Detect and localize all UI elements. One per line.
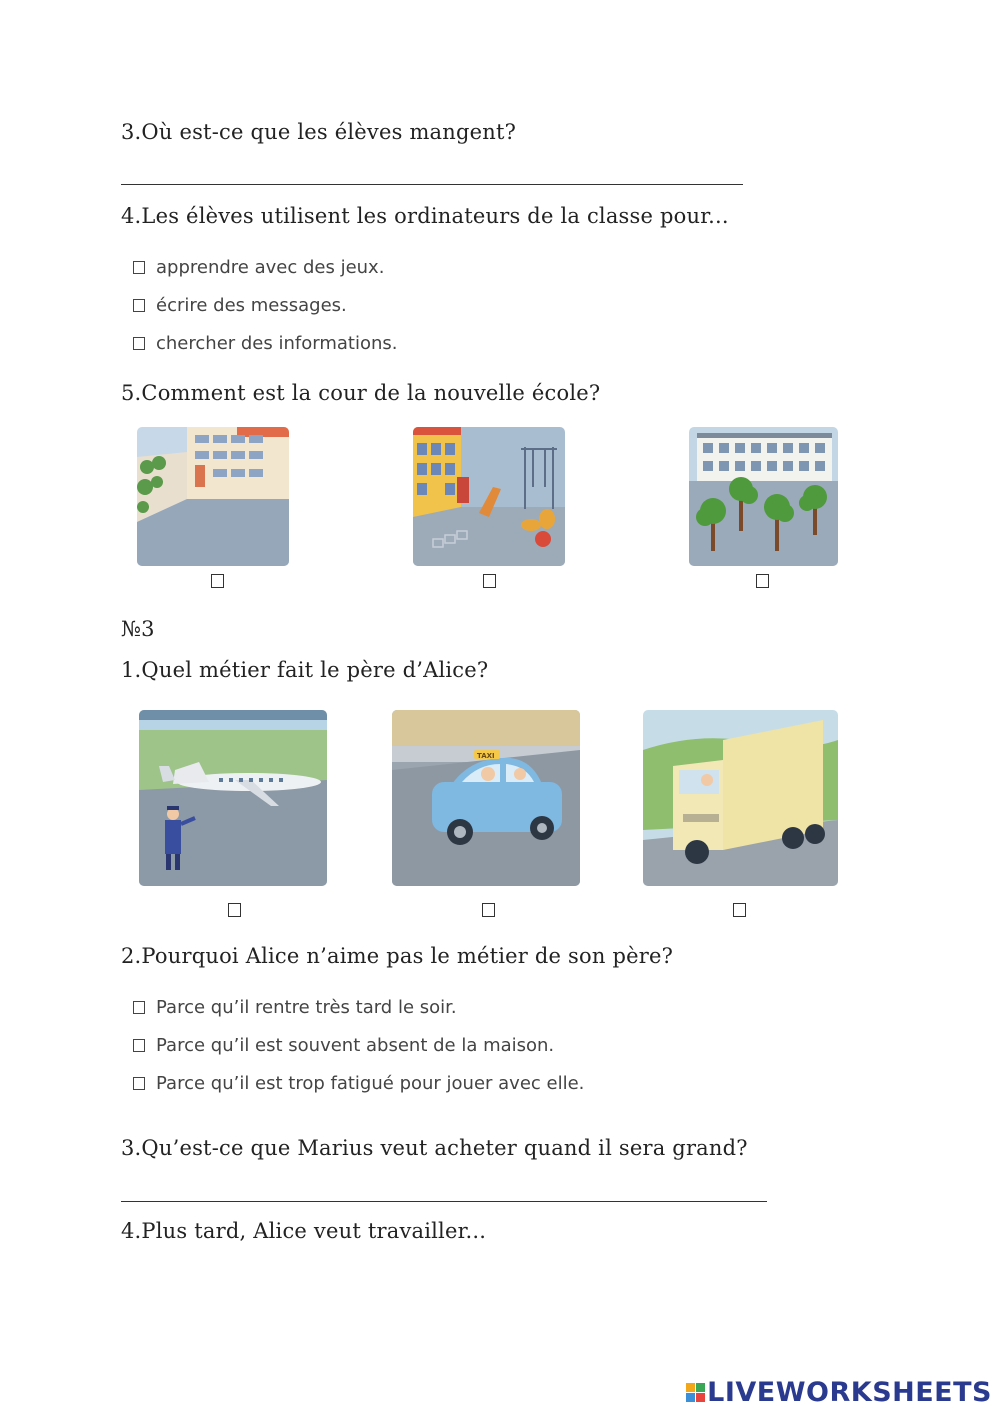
pilot-checkbox[interactable]: [228, 903, 241, 917]
school-yard-plain-image: [137, 427, 289, 566]
q4-option-3[interactable]: chercher des informations.: [133, 333, 397, 354]
s3-question-4: 4.Plus tard, Alice veut travailler...: [121, 1219, 487, 1243]
brand-name: LIVEWORKSHEETS: [707, 1377, 992, 1408]
checkbox[interactable]: [133, 1039, 145, 1052]
picture-2-checkbox[interactable]: [483, 574, 496, 588]
s3-question-1: 1.Quel métier fait le père d’Alice?: [121, 658, 489, 682]
taxi-sign-label: TAXI: [477, 752, 495, 760]
airport-pilot-image: [139, 710, 327, 886]
checkbox[interactable]: [133, 1001, 145, 1014]
taxi-driver-checkbox[interactable]: [482, 903, 495, 917]
school-yard-playground-image: [413, 427, 565, 566]
checkbox[interactable]: [133, 299, 145, 312]
s3-question-2: 2.Pourquoi Alice n’aime pas le métier de son père?: [121, 944, 674, 968]
liveworksheets-logo: [686, 1377, 992, 1408]
school-yard-trees-image: [689, 427, 838, 566]
s3-q2-option-3[interactable]: Parce qu’il est trop fatigué pour jouer avec elle.: [133, 1073, 584, 1094]
s3-q2-option-2[interactable]: Parce qu’il est souvent absent de la maison.: [133, 1035, 554, 1056]
taxi-driver-image: [392, 710, 580, 886]
s3-q2-option-1[interactable]: Parce qu’il rentre très tard le soir.: [133, 997, 457, 1018]
q4-option-2[interactable]: écrire des messages.: [133, 295, 347, 316]
checkbox[interactable]: [133, 337, 145, 350]
section-number: №3: [121, 617, 155, 641]
truck-driver-checkbox[interactable]: [733, 903, 746, 917]
answer-line-q3[interactable]: [121, 184, 743, 185]
picture-3-checkbox[interactable]: [756, 574, 769, 588]
s3-question-3: 3.Qu’est-ce que Marius veut acheter quand il sera grand?: [121, 1136, 748, 1160]
logo-icon: [686, 1383, 705, 1402]
question-5: 5.Comment est la cour de la nouvelle école?: [121, 381, 601, 405]
q4-option-1[interactable]: apprendre avec des jeux.: [133, 257, 384, 278]
checkbox[interactable]: [133, 1077, 145, 1090]
truck-driver-image: [643, 710, 838, 886]
question-3: 3.Où est-ce que les élèves mangent?: [121, 120, 517, 144]
picture-1-checkbox[interactable]: [211, 574, 224, 588]
question-4: 4.Les élèves utilisent les ordinateurs de la classe pour...: [121, 204, 729, 228]
checkbox[interactable]: [133, 261, 145, 274]
answer-line-s3-q3[interactable]: [121, 1201, 767, 1202]
